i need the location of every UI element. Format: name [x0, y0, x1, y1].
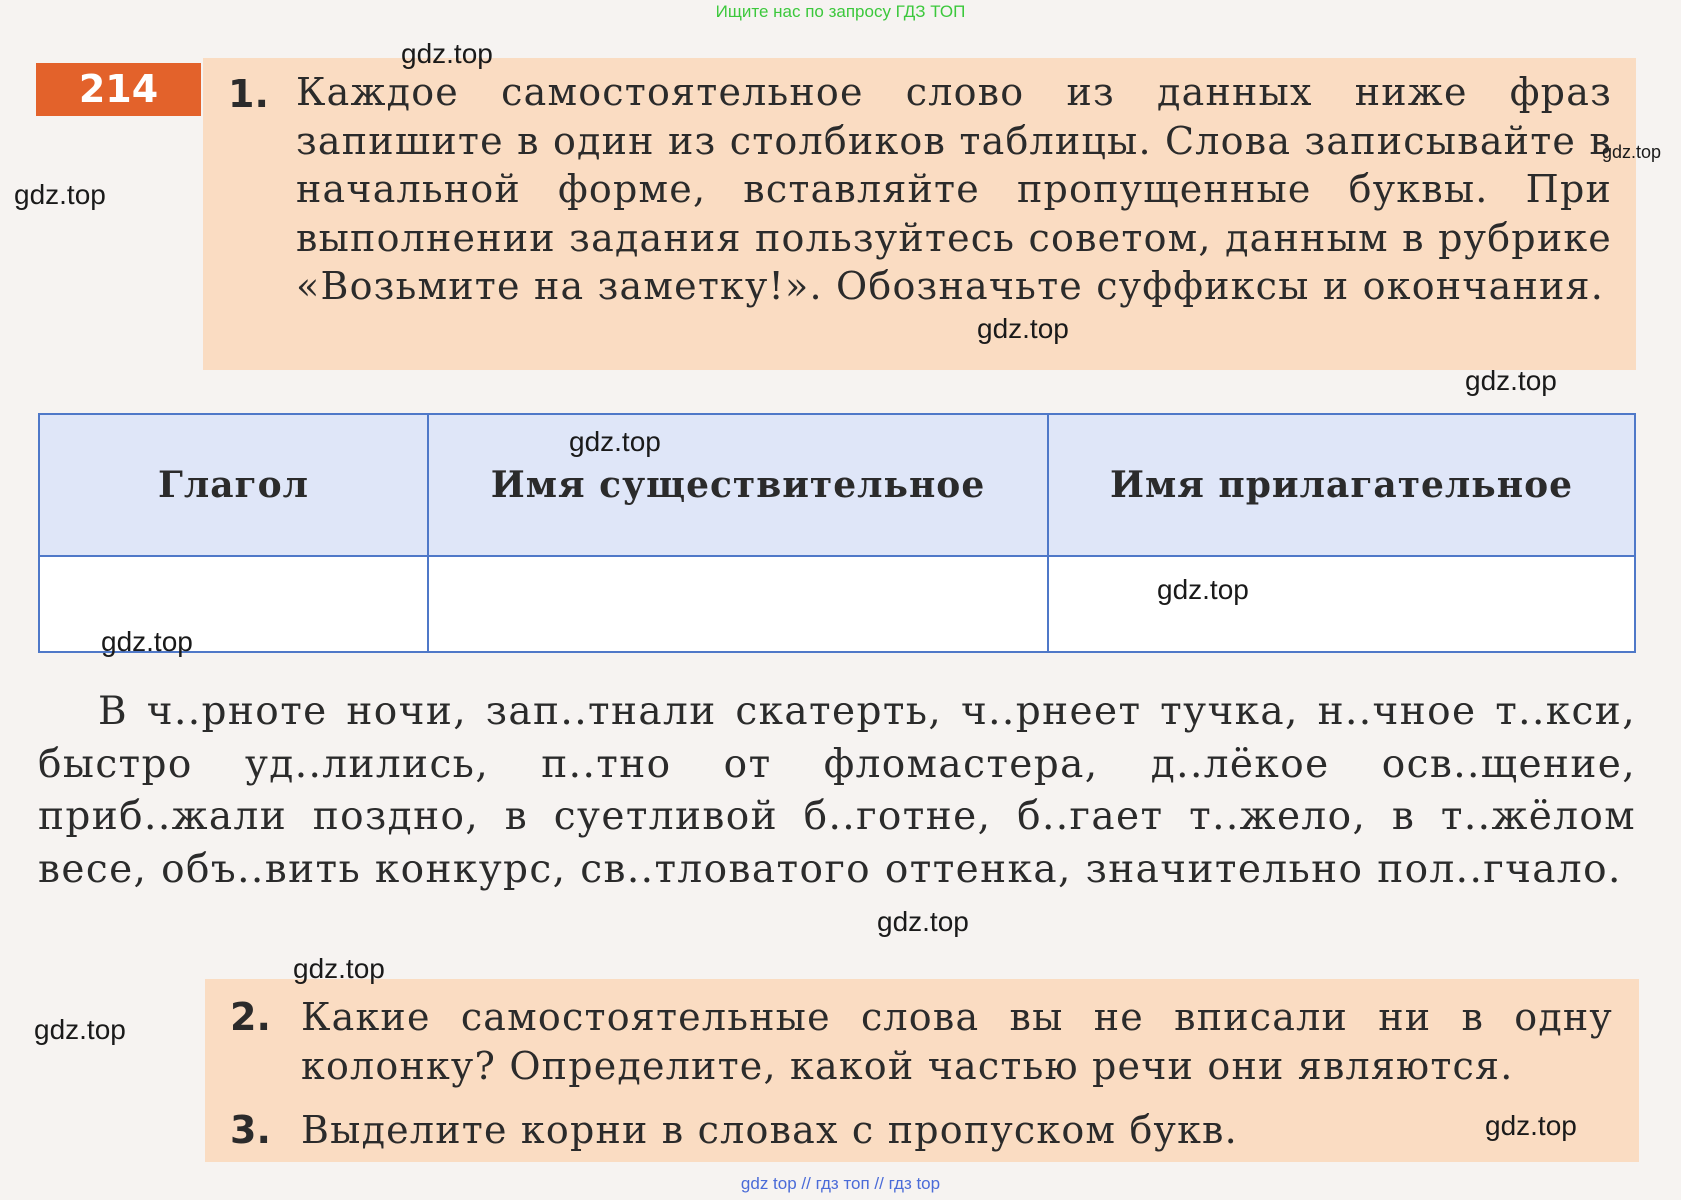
- task-1-number: 1.: [228, 72, 269, 116]
- table-row: [39, 556, 1635, 652]
- watermark: gdz.top: [101, 626, 193, 657]
- watermark: gdz.top: [1602, 142, 1662, 162]
- watermark: gdz.top: [34, 1014, 126, 1045]
- table-cell-verb: [39, 556, 428, 652]
- watermark: gdz.top: [401, 38, 493, 69]
- task-1-text: Каждое самостоятельное слово из данных ниже фраз запишите в один из столбиков таблицы. Слова записывайте в начальной форме, вставляйте пропущенные буквы. При выполнении задания пользуйтесь советом, данным в рубрике «Возьмите на заметку!». Обозначьте суффиксы и окончания.: [296, 70, 1612, 308]
- top-banner[interactable]: Ищите нас по запросу ГДЗ ТОП: [715, 2, 966, 21]
- watermark: gdz.top: [977, 313, 1069, 344]
- watermark: gdz.top: [14, 179, 106, 210]
- task-2-number: 2.: [230, 995, 271, 1039]
- exercise-phrases-text: В ч..рноте ночи, зап..тнали скатерть, ч..рнеет тучка, н..чное т..кси, быстро уд..лились, п..тно от фломастера, д..лёкое осв..щение, приб..жали поздно, в суетливой б..готне, б..гает т..жело, в т..жёлом весе, объ..вить конкурс, св..тловатого оттенка, значительно пол..гчало.: [38, 689, 1636, 892]
- task-3-text: Выделите корни в словах с пропуском букв.: [301, 1108, 1238, 1152]
- table-header-adjective: Имя прилагательное: [1048, 414, 1635, 556]
- watermark: gdz.top: [1485, 1110, 1577, 1141]
- exercise-number-badge: 214: [36, 63, 201, 116]
- watermark: gdz.top: [1157, 574, 1249, 605]
- task-2-text: Какие самостоятельные слова вы не вписали ни в одну колонку? Определите, какой частью речи они являются.: [301, 995, 1613, 1088]
- table-header-verb: Глагол: [39, 414, 428, 556]
- watermark: gdz.top: [293, 953, 385, 984]
- table-header-noun: Имя существительное: [428, 414, 1048, 556]
- table-cell-adjective: [1048, 556, 1635, 652]
- watermark: gdz.top: [877, 906, 969, 937]
- table-header-row: [39, 414, 1635, 556]
- bottom-banner[interactable]: gdz top // гдз топ // гдз top: [740, 1174, 941, 1193]
- watermark: gdz.top: [569, 426, 661, 457]
- task-3-number: 3.: [230, 1108, 271, 1152]
- parts-of-speech-table: [38, 413, 1636, 653]
- watermark: gdz.top: [1465, 365, 1557, 396]
- table-cell-noun: [428, 556, 1048, 652]
